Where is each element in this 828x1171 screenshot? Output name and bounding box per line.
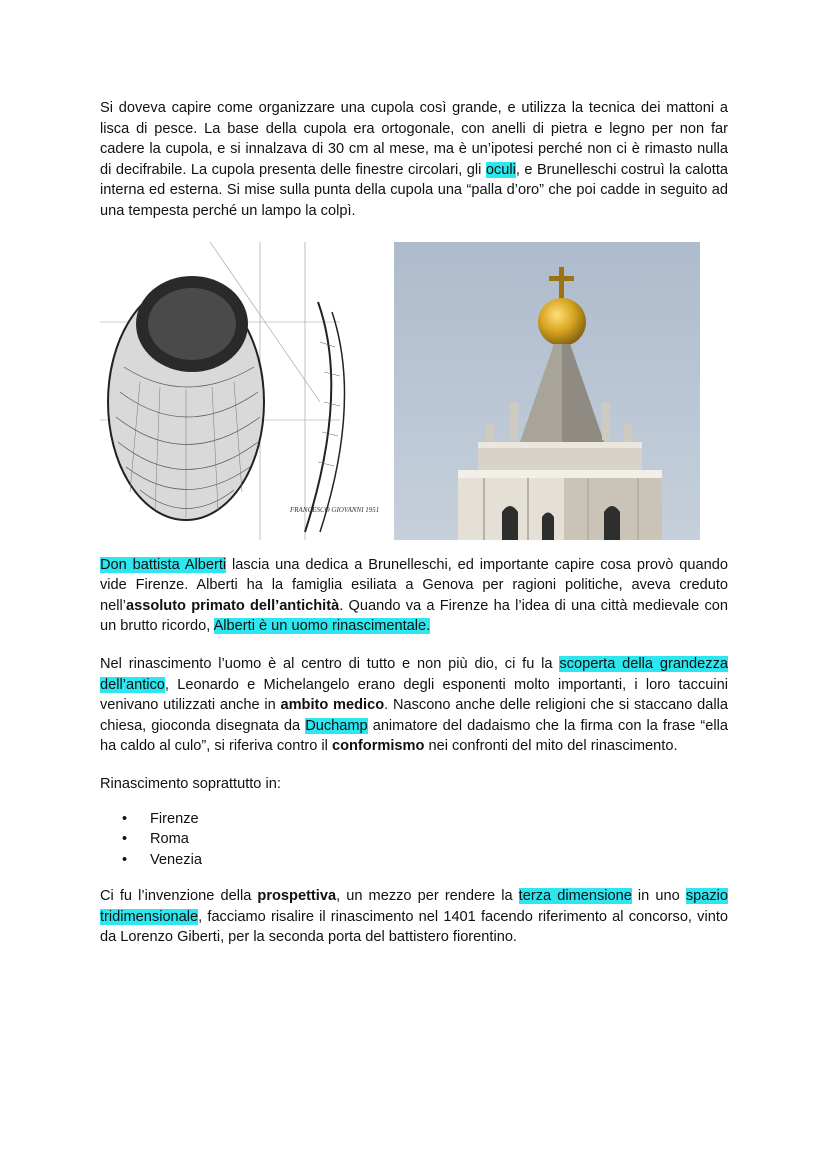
highlight-terza-dimensione: terza dimensione [518, 888, 632, 905]
highlight-don-battista-alberti: Don battista Alberti [100, 556, 227, 573]
city-list [100, 809, 728, 871]
text-run: in uno [631, 888, 686, 905]
highlight-duchamp: Duchamp [305, 717, 368, 734]
paragraph-soprattutto: Rinascimento soprattutto in: [100, 775, 281, 792]
list-item-label: Roma [150, 831, 189, 848]
text-run: , facciamo risalire il rinascimento nel 1401 facendo riferimento al concorso, vinto da Lorenzo Giberti, per la seconda porta del battistero fiorentino. [100, 908, 728, 946]
bold-assoluto-primato: assoluto primato dell’antichità [125, 597, 340, 614]
paragraph-cupola [100, 98, 728, 222]
text-run: . Quando va a Firenze ha l’idea di una città medievale con un brutto ricordo, [100, 597, 728, 635]
paragraph-prospettiva [100, 886, 728, 948]
list-item-label: Firenze [150, 810, 199, 827]
text-run: animatore del dadaismo che la firma con la frase “ella ha caldo al culo”, si riferiva contro il [100, 717, 728, 755]
highlight-alberti-rinascimentale: Alberti è un uomo rinascimentale. [213, 618, 431, 635]
text-run: , un mezzo per rendere la [336, 888, 519, 905]
list-item [100, 809, 728, 830]
document-page [100, 98, 728, 948]
text-run: . Nascono anche delle religioni che si staccano dalla chiesa, gioconda disegnata da [100, 697, 729, 734]
bold-prospettiva: prospettiva [257, 888, 337, 905]
text-run: lascia una dedica a Brunelleschi, ed importante capire cosa provò quando vide Firenze. Alberti ha la famiglia esiliata a Genova per ragioni politiche, aveva creduto nell’ [100, 556, 728, 614]
text-run: , Leonardo e Michelangelo erano degli esponenti molto importanti, i loro taccuini venivano utilizzati anche in [100, 676, 728, 714]
sketch-caption: FRANCESCO GIOVANNI 1951 [290, 505, 380, 514]
highlight-spazio-tridimensionale: spazio tridimensionale [100, 888, 729, 925]
text-run: Si doveva capire come organizzare una cupola così grande, e utilizza la tecnica dei mattoni a lisca di pesce. La base della cupola era ortogonale, con anelli di pietra e legno per non far cadere la cupola, e si innalzava di 30 cm al mese, ma è un’ipotesi perché non ci è rimasto nulla di decifrabile. La cupola presenta delle finestre circolari, gli [100, 100, 728, 178]
text-run: nei confronti del mito del rinascimento. [424, 738, 678, 755]
bullet-icon: • [122, 810, 128, 827]
highlight-oculi: oculi [485, 161, 516, 178]
figure-row [100, 242, 728, 542]
bullet-icon: • [122, 851, 128, 868]
dome-sketch-image [100, 242, 380, 540]
list-item [100, 850, 728, 871]
bold-ambito-medico: ambito medico [280, 697, 385, 714]
highlight-scoperta-antico: scoperta della grandezza dell’antico [100, 655, 728, 693]
text-run: Ci fu l’invenzione della [100, 888, 258, 905]
paragraph-alberti [100, 555, 728, 637]
bold-conformismo: conformismo [331, 738, 425, 755]
list-item-label: Venezia [150, 851, 202, 868]
list-item [100, 829, 728, 850]
lantern-photo-image [394, 242, 700, 540]
text-run: Nel rinascimento l’uomo è al centro di tutto e non più dio, ci fu la [100, 655, 560, 672]
text-run: , e Brunelleschi costruì la calotta interna ed esterna. Si mise sulla punta della cupola una “palla d’oro” che poi cadde in seguito ad una tempesta perché un lampo la colpì. [100, 161, 728, 219]
bullet-icon: • [122, 831, 128, 848]
paragraph-rinascimento [100, 654, 728, 757]
